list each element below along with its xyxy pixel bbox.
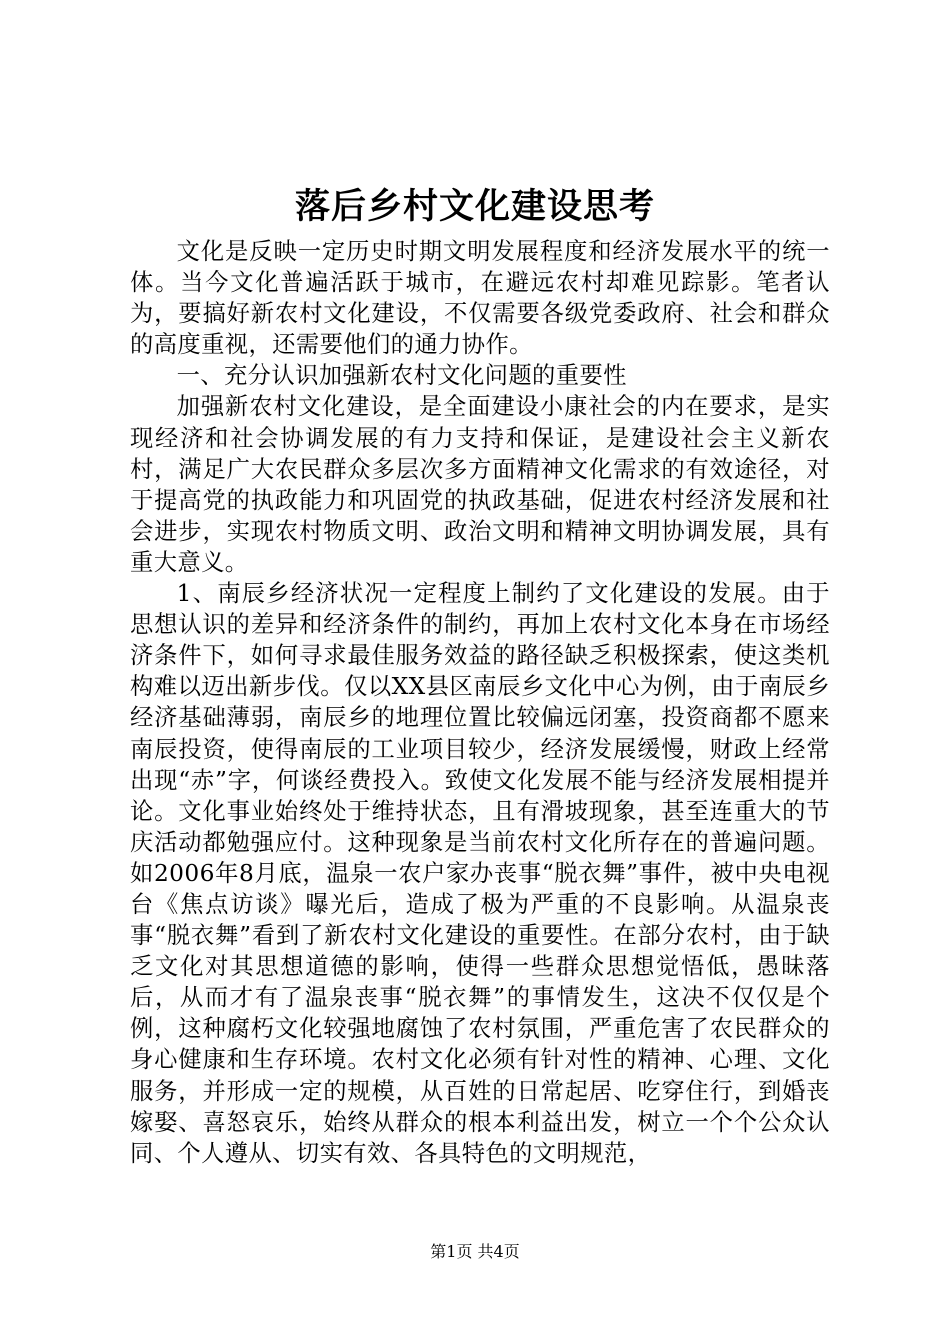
document-title: 落后乡村文化建设思考 [294,186,655,227]
section-heading: 一、充分认识加强新农村文化问题的重要性 [176,362,627,390]
paragraph-importance: 加强新农村文化建设，是全面建设小康社会的内在要求，是实现经济和社会协调发展的有力支持和保证，是建设社会主义新农村，满足广大农民群众多层次多方面精神文化需求的有效途径，对于提高党的执政能力和巩固党的执政基础，促进农村经济发展和社会进步，实现农村物质文明、政治文明和精神文明协调发展，具有重大意义。 [130,393,830,576]
paragraph-intro: 文化是反映一定历史时期文明发展程度和经济发展水平的统一体。当今文化普遍活跃于城市，在避远农村却难见踪影。笔者认为，要搞好新农村文化建设，不仅需要各级党委政府、社会和群众的高度重视，还需要他们的通力协作。 [130,238,830,359]
page-number-footer: 第1页 共4页 [430,1242,520,1261]
document-body [130,236,830,1169]
paragraph-point-1: 1、南辰乡经济状况一定程度上制约了文化建设的发展。由于思想认识的差异和经济条件的制约，再加上农村文化本身在市场经济条件下，如何寻求最佳服务效益的路径缺乏积极探索，使这类机构难以迈出新步伐。仅以XX县区南辰乡文化中心为例，由于南辰乡经济基础薄弱，南辰乡的地理位置比较偏远闭塞，投资商都不愿来南辰投资，使得南辰的工业项目较少，经济发展缓慢，财政上经常出现“赤”字，何谈经费投入。致使文化发展不能与经济发展相提并论。文化事业始终处于维持状态，且有滑坡现象，甚至连重大的节庆活动都勉强应付。这种现象是当前农村文化所存在的普遍问题。如2006年8月底，温泉一农户家办丧事“脱衣舞”事件，被中央电视台《焦点访谈》曝光后，造成了极为严重的不良影响。从温泉丧事“脱衣舞”看到了新农村文化建设的重要性。在部分农村，由于缺乏文化对其思想道德的影响，使得一些群众思想觉悟低，愚昧落后，从而才有了温泉丧事“脱衣舞”的事情发生，这决不仅仅是个例，这种腐朽文化较强地腐蚀了农村氛围，严重危害了农民群众的身心健康和生存环境。农村文化必须有针对性的精神、心理、文化服务，并形成一定的规模，从百姓的日常起居、吃穿住行，到婚丧嫁娶、喜怒哀乐，始终从群众的根本利益出发，树立一个个公众认同、个人遵从、切实有效、各具特色的文明规范， [130,580,830,1167]
